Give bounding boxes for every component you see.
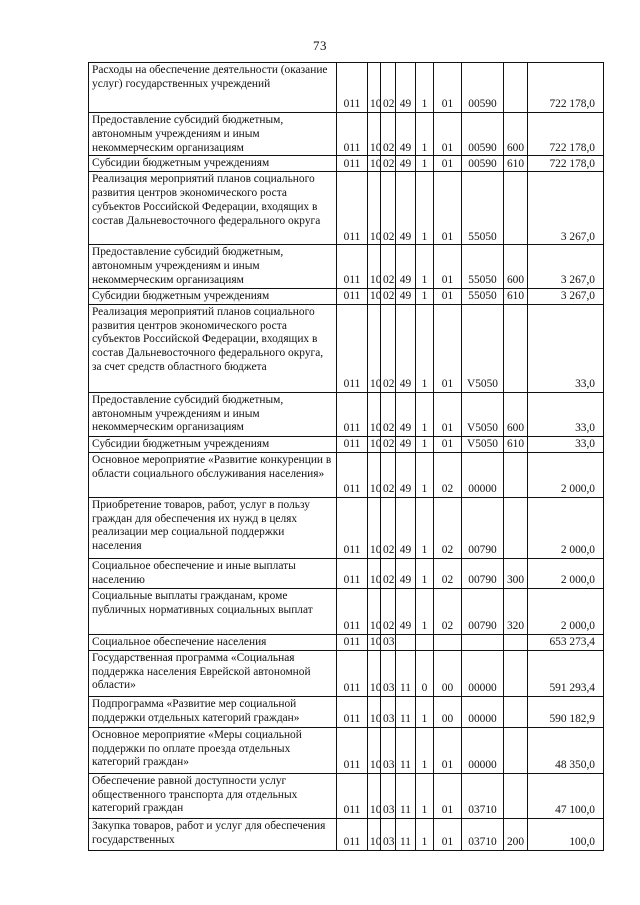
section-code: 10	[368, 172, 381, 245]
subprogram-code	[416, 634, 434, 650]
section-code: 10	[368, 558, 381, 588]
row-description: Основное мероприятие «Меры социальной поддержки по оплате проезда отдельных категорий граждан»	[89, 727, 337, 773]
expense-type-code: 600	[504, 245, 528, 288]
subsection-code: 02	[381, 63, 396, 113]
subsection-code: 03	[381, 818, 396, 850]
subprogram-code: 1	[416, 304, 434, 392]
subsection-code: 02	[381, 304, 396, 392]
direction-code: V5050	[462, 436, 504, 452]
expense-type-code: 610	[504, 436, 528, 452]
table-row	[89, 172, 604, 245]
row-description: Расходы на обеспечение деятельности (оказание услуг) государственных учреждений	[89, 63, 337, 113]
program-code: 11	[396, 696, 416, 727]
subprogram-code: 1	[416, 63, 434, 113]
ministry-code: 011	[337, 727, 368, 773]
amount: 722 178,0	[528, 156, 604, 172]
program-code: 11	[396, 818, 416, 850]
program-code: 49	[396, 288, 416, 304]
program-code: 11	[396, 773, 416, 818]
expense-type-code	[504, 773, 528, 818]
expense-type-code	[504, 63, 528, 113]
direction-code: 55050	[462, 245, 504, 288]
ministry-code: 011	[337, 497, 368, 558]
direction-code: 00000	[462, 452, 504, 497]
ministry-code: 011	[337, 634, 368, 650]
amount: 2 000,0	[528, 558, 604, 588]
program-code: 49	[396, 156, 416, 172]
subsection-code: 02	[381, 558, 396, 588]
ministry-code: 011	[337, 588, 368, 634]
table-row	[89, 634, 604, 650]
direction-code: 00000	[462, 727, 504, 773]
table-row	[89, 113, 604, 156]
table-row	[89, 288, 604, 304]
ministry-code: 011	[337, 696, 368, 727]
table-row	[89, 818, 604, 850]
direction-code: 00590	[462, 113, 504, 156]
section-code: 10	[368, 634, 381, 650]
direction-code: 00590	[462, 156, 504, 172]
expense-type-code: 600	[504, 113, 528, 156]
amount: 591 293,4	[528, 650, 604, 696]
ministry-code: 011	[337, 392, 368, 436]
program-code: 49	[396, 63, 416, 113]
program-code: 49	[396, 172, 416, 245]
activity-code: 01	[434, 392, 462, 436]
program-code: 49	[396, 558, 416, 588]
subsection-code: 02	[381, 588, 396, 634]
table-row	[89, 452, 604, 497]
expense-type-code: 320	[504, 588, 528, 634]
activity-code: 02	[434, 452, 462, 497]
expense-type-code	[504, 172, 528, 245]
program-code: 49	[396, 452, 416, 497]
row-description: Субсидии бюджетным учреждениям	[89, 288, 337, 304]
expense-type-code: 610	[504, 156, 528, 172]
subprogram-code: 1	[416, 588, 434, 634]
activity-code: 02	[434, 558, 462, 588]
row-description: Реализация мероприятий планов социального развития центров экономического роста субъектов Российской Федерации, входящих в состав Дальневосточного федерального округа, за счет средств областного бюджета	[89, 304, 337, 392]
ministry-code: 011	[337, 818, 368, 850]
amount: 47 100,0	[528, 773, 604, 818]
row-description: Подпрограмма «Развитие мер социальной поддержки отдельных категорий граждан»	[89, 696, 337, 727]
program-code: 49	[396, 113, 416, 156]
expense-type-code	[504, 650, 528, 696]
activity-code	[434, 634, 462, 650]
subsection-code: 02	[381, 172, 396, 245]
subsection-code: 03	[381, 650, 396, 696]
direction-code: 55050	[462, 288, 504, 304]
subsection-code: 02	[381, 245, 396, 288]
activity-code: 01	[434, 113, 462, 156]
activity-code: 02	[434, 497, 462, 558]
amount: 2 000,0	[528, 452, 604, 497]
subprogram-code: 1	[416, 245, 434, 288]
table-row	[89, 773, 604, 818]
activity-code: 01	[434, 245, 462, 288]
subprogram-code: 0	[416, 650, 434, 696]
subprogram-code: 1	[416, 436, 434, 452]
section-code: 10	[368, 63, 381, 113]
amount: 48 350,0	[528, 727, 604, 773]
activity-code: 01	[434, 304, 462, 392]
table-row	[89, 63, 604, 113]
subprogram-code: 1	[416, 818, 434, 850]
amount: 3 267,0	[528, 172, 604, 245]
row-description: Реализация мероприятий планов социального развития центров экономического роста субъектов Российской Федерации, входящих в состав Дальневосточного федерального округа	[89, 172, 337, 245]
direction-code: 00790	[462, 497, 504, 558]
budget-table	[88, 62, 604, 851]
program-code: 11	[396, 650, 416, 696]
ministry-code: 011	[337, 650, 368, 696]
section-code: 10	[368, 436, 381, 452]
subprogram-code: 1	[416, 558, 434, 588]
table-row	[89, 650, 604, 696]
activity-code: 01	[434, 773, 462, 818]
row-description: Субсидии бюджетным учреждениям	[89, 156, 337, 172]
direction-code	[462, 634, 504, 650]
expense-type-code	[504, 634, 528, 650]
ministry-code: 011	[337, 245, 368, 288]
section-code: 10	[368, 773, 381, 818]
amount: 100,0	[528, 818, 604, 850]
table-row	[89, 588, 604, 634]
direction-code: 03710	[462, 773, 504, 818]
amount: 33,0	[528, 392, 604, 436]
direction-code: 55050	[462, 172, 504, 245]
amount: 3 267,0	[528, 245, 604, 288]
expense-type-code	[504, 304, 528, 392]
subsection-code: 02	[381, 392, 396, 436]
subsection-code: 02	[381, 497, 396, 558]
row-description: Обеспечение равной доступности услуг общественного транспорта для отдельных категорий граждан	[89, 773, 337, 818]
expense-type-code	[504, 497, 528, 558]
subsection-code: 03	[381, 634, 396, 650]
expense-type-code: 600	[504, 392, 528, 436]
ministry-code: 011	[337, 113, 368, 156]
amount: 590 182,9	[528, 696, 604, 727]
subprogram-code: 1	[416, 392, 434, 436]
row-description: Социальное обеспечение и иные выплаты населению	[89, 558, 337, 588]
amount: 722 178,0	[528, 113, 604, 156]
amount: 722 178,0	[528, 63, 604, 113]
program-code: 49	[396, 588, 416, 634]
activity-code: 01	[434, 156, 462, 172]
activity-code: 01	[434, 63, 462, 113]
section-code: 10	[368, 727, 381, 773]
row-description: Основное мероприятие «Развитие конкуренции в области социального обслуживания населения»	[89, 452, 337, 497]
ministry-code: 011	[337, 558, 368, 588]
section-code: 10	[368, 588, 381, 634]
program-code	[396, 634, 416, 650]
section-code: 10	[368, 392, 381, 436]
section-code: 10	[368, 288, 381, 304]
amount: 2 000,0	[528, 497, 604, 558]
ministry-code: 011	[337, 288, 368, 304]
amount: 2 000,0	[528, 588, 604, 634]
section-code: 10	[368, 497, 381, 558]
activity-code: 00	[434, 650, 462, 696]
section-code: 10	[368, 650, 381, 696]
ministry-code: 011	[337, 304, 368, 392]
activity-code: 01	[434, 818, 462, 850]
direction-code: 00590	[462, 63, 504, 113]
table-row	[89, 436, 604, 452]
section-code: 10	[368, 156, 381, 172]
program-code: 49	[396, 497, 416, 558]
amount: 653 273,4	[528, 634, 604, 650]
row-description: Предоставление субсидий бюджетным, автономным учреждениям и иным некоммерческим организациям	[89, 245, 337, 288]
subsection-code: 02	[381, 156, 396, 172]
row-description: Закупка товаров, работ и услуг для обеспечения государственных	[89, 818, 337, 850]
subsection-code: 03	[381, 727, 396, 773]
program-code: 11	[396, 727, 416, 773]
expense-type-code	[504, 727, 528, 773]
ministry-code: 011	[337, 63, 368, 113]
section-code: 10	[368, 113, 381, 156]
row-description: Социальные выплаты гражданам, кроме публичных нормативных социальных выплат	[89, 588, 337, 634]
activity-code: 00	[434, 696, 462, 727]
subsection-code: 02	[381, 452, 396, 497]
ministry-code: 011	[337, 156, 368, 172]
table-row	[89, 727, 604, 773]
direction-code: 00790	[462, 558, 504, 588]
table-row	[89, 696, 604, 727]
section-code: 10	[368, 696, 381, 727]
expense-type-code	[504, 696, 528, 727]
direction-code: 00000	[462, 696, 504, 727]
program-code: 49	[396, 436, 416, 452]
row-description: Социальное обеспечение населения	[89, 634, 337, 650]
table-row	[89, 156, 604, 172]
ministry-code: 011	[337, 436, 368, 452]
subsection-code: 02	[381, 113, 396, 156]
ministry-code: 011	[337, 773, 368, 818]
subprogram-code: 1	[416, 773, 434, 818]
subsection-code: 02	[381, 436, 396, 452]
section-code: 10	[368, 304, 381, 392]
program-code: 49	[396, 245, 416, 288]
table-body	[89, 63, 604, 851]
ministry-code: 011	[337, 452, 368, 497]
activity-code: 01	[434, 288, 462, 304]
table-row	[89, 245, 604, 288]
row-description: Предоставление субсидий бюджетным, автономным учреждениям и иным некоммерческим организациям	[89, 113, 337, 156]
subsection-code: 02	[381, 288, 396, 304]
activity-code: 02	[434, 588, 462, 634]
subprogram-code: 1	[416, 696, 434, 727]
table-row	[89, 558, 604, 588]
subsection-code: 03	[381, 696, 396, 727]
direction-code: 03710	[462, 818, 504, 850]
amount: 33,0	[528, 304, 604, 392]
subprogram-code: 1	[416, 727, 434, 773]
row-description: Государственная программа «Социальная поддержка населения Еврейской автономной области»	[89, 650, 337, 696]
direction-code: 00790	[462, 588, 504, 634]
activity-code: 01	[434, 727, 462, 773]
expense-type-code: 610	[504, 288, 528, 304]
expense-type-code	[504, 452, 528, 497]
subsection-code: 03	[381, 773, 396, 818]
activity-code: 01	[434, 436, 462, 452]
direction-code: 00000	[462, 650, 504, 696]
direction-code: V5050	[462, 304, 504, 392]
row-description: Предоставление субсидий бюджетным, автономным учреждениям и иным некоммерческим организациям	[89, 392, 337, 436]
ministry-code: 011	[337, 172, 368, 245]
activity-code: 01	[434, 172, 462, 245]
row-description: Субсидии бюджетным учреждениям	[89, 436, 337, 452]
row-description: Приобретение товаров, работ, услуг в пользу граждан для обеспечения их нужд в целях реализации мер социальной поддержки населения	[89, 497, 337, 558]
program-code: 49	[396, 392, 416, 436]
table-row	[89, 392, 604, 436]
subprogram-code: 1	[416, 113, 434, 156]
subprogram-code: 1	[416, 172, 434, 245]
program-code: 49	[396, 304, 416, 392]
section-code: 10	[368, 452, 381, 497]
subprogram-code: 1	[416, 288, 434, 304]
amount: 3 267,0	[528, 288, 604, 304]
section-code: 10	[368, 818, 381, 850]
section-code: 10	[368, 245, 381, 288]
expense-type-code: 200	[504, 818, 528, 850]
table-row	[89, 304, 604, 392]
subprogram-code: 1	[416, 156, 434, 172]
amount: 33,0	[528, 436, 604, 452]
direction-code: V5050	[462, 392, 504, 436]
page-number: 73	[313, 38, 327, 53]
subprogram-code: 1	[416, 497, 434, 558]
table-row	[89, 497, 604, 558]
expense-type-code: 300	[504, 558, 528, 588]
subprogram-code: 1	[416, 452, 434, 497]
